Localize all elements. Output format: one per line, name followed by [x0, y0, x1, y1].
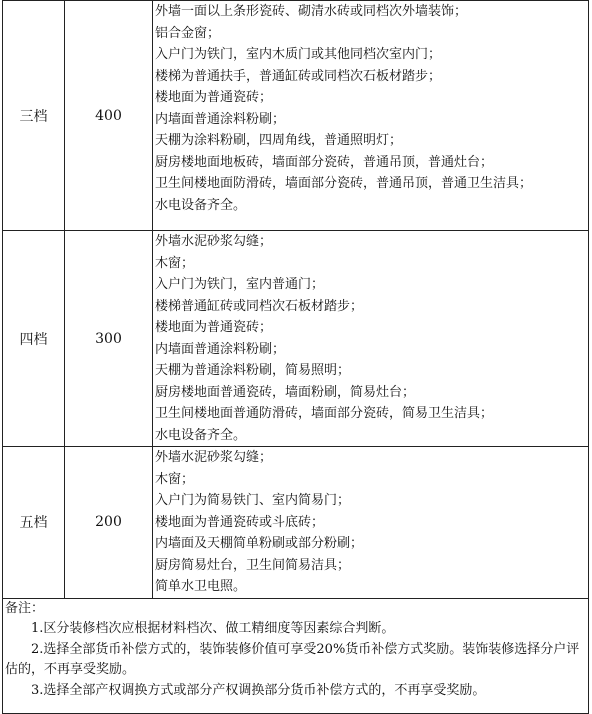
grade-label: 五档 [3, 447, 65, 599]
list-item: 水电设备齐全。 [155, 427, 247, 443]
table-row [3, 1, 589, 231]
price-value: 200 [65, 447, 153, 599]
table-row [3, 231, 589, 447]
list-item: 卫生间楼地面普通防滑砖，墙面部分瓷砖，简易卫生洁具； [155, 406, 494, 421]
list-item: 厨房楼地面普通瓷砖，墙面粉刷，简易灶台； [155, 384, 416, 400]
notes-title: 备注： [5, 600, 45, 616]
list-item: 内墙面普通涂料粉刷； [155, 341, 286, 357]
list-item: 外墙水泥砂浆勾缝； [155, 234, 273, 249]
list-item: 入户门为铁门，室内普通门； [155, 277, 325, 292]
note-item: 2.选择全部货币补偿方式的，装饰装修价值可享受20%货币补偿方式奖励。装饰装修选择分户评估的，不再享受奖励。 [5, 641, 580, 677]
list-item: 内墙面普通涂料粉刷； [155, 111, 286, 127]
list-item: 楼地面为普通瓷砖或斗底砖； [155, 514, 325, 530]
list-item: 天棚为普通涂料粉刷，简易照明； [155, 363, 351, 378]
note-item: 1.区分装修档次应根据材料档次、做工精细度等因素综合判断。 [31, 621, 395, 636]
list-item: 入户门为铁门，室内木质门或其他同档次室内门； [155, 47, 442, 62]
list-item: 楼梯普通缸砖或同档次石板材踏步； [155, 298, 364, 314]
grade-description [153, 447, 589, 599]
list-item: 木窗； [155, 255, 195, 271]
list-item: 入户门为简易铁门、室内简易门； [155, 493, 351, 508]
list-item: 木窗； [155, 471, 195, 487]
list-item: 天棚为涂料粉刷，四周角线，普通照明灯； [155, 133, 403, 148]
list-item: 外墙水泥砂浆勾缝； [155, 450, 273, 465]
notes-row [3, 598, 589, 713]
price-value: 400 [65, 1, 153, 231]
list-item: 卫生间楼地面防滑砖，墙面部分瓷砖，普通吊顶，普通卫生洁具； [155, 176, 533, 191]
list-item: 内墙面及天棚简单粉刷或部分粉刷； [155, 536, 364, 551]
note-item: 3.选择全部产权调换方式或部分产权调换部分货币补偿方式的，不再享受奖励。 [31, 682, 486, 698]
list-item: 楼地面为普通瓷砖； [155, 90, 273, 105]
list-item: 楼地面为普通瓷砖； [155, 320, 273, 335]
list-item: 简单水卫电照。 [155, 579, 247, 594]
list-item: 楼梯为普通扶手，普通缸砖或同档次石板材踏步； [155, 68, 442, 84]
list-item: 外墙一面以上条形瓷砖、砌清水砖或同档次外墙装饰； [155, 4, 468, 19]
grade-label: 三档 [3, 1, 65, 231]
list-item: 水电设备齐全。 [155, 197, 247, 213]
grade-description [153, 1, 589, 231]
grade-description [153, 231, 589, 447]
list-item: 铝合金窗； [155, 25, 221, 41]
list-item: 厨房简易灶台，卫生间简易洁具； [155, 557, 351, 573]
grade-label: 四档 [3, 231, 65, 447]
renovation-grade-table [2, 0, 589, 714]
notes-section [3, 598, 589, 713]
table-row [3, 447, 589, 599]
price-value: 300 [65, 231, 153, 447]
list-item: 厨房楼地面地板砖，墙面部分瓷砖，普通吊顶，普通灶台； [155, 154, 494, 170]
